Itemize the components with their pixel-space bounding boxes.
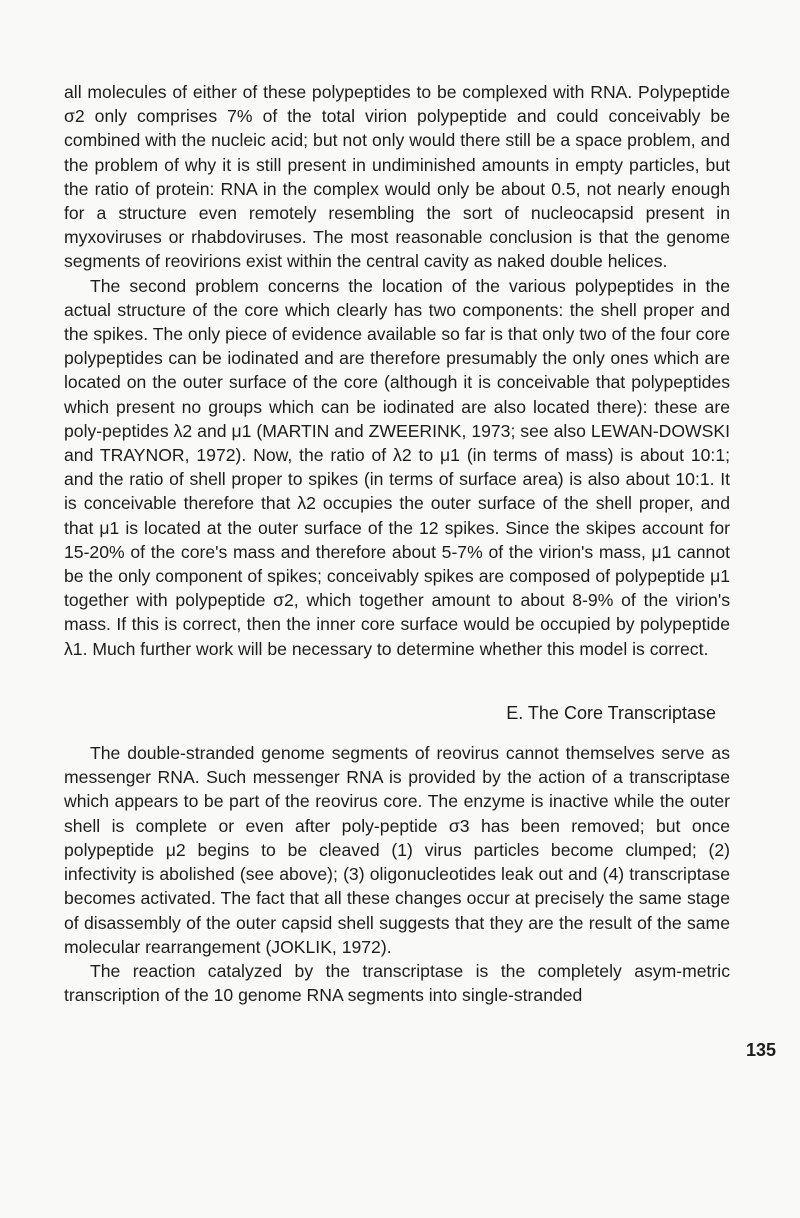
section-heading-label: E. [506, 702, 524, 723]
document-page [64, 80, 730, 1007]
paragraph-3: The double-stranded genome segments of reovirus cannot themselves serve as messenger RNA. Such messenger RNA is provided by the action of a transcriptase which appears to be part of the reovirus core. The enzyme is inactive while the outer shell is complete or even after poly-peptide σ3 has been removed; but once polypeptide μ2 begins to be cleaved (1) virus particles become clumped; (2) infectivity is abolished (see above); (3) oligonucleotides leak out and (4) transcriptase becomes activated. The fact that all these changes occur at precisely the same stage of disassembly of the outer capsid shell suggests that they are the result of the same molecular rearrangement (JOKLIK, 1972). [64, 743, 730, 957]
paragraph-2: The second problem concerns the location of the various polypeptides in the actual structure of the core which clearly has two components: the shell proper and the spikes. The only piece of evidence available so far is that only two of the four core polypeptides can be iodinated and are therefore presumably the only ones which are located on the outer surface of the core (although it is conceivable that polypeptides which present no groups which can be iodinated are also located there): these are poly-peptides λ2 and μ1 (MARTIN and ZWEERINK, 1973; see also LEWAN-DOWSKI and TRAYNOR, 1972). Now, the ratio of λ2 to μ1 (in terms of mass) is about 10:1; and the ratio of shell proper to spikes (in terms of surface area) is also about 10:1. It is conceivable therefore that λ2 occupies the outer surface of the shell proper, and that μ1 is located at the outer surface of the 12 spikes. Since the skipes account for 15-20% of the core's mass and therefore about 5-7% of the virion's mass, μ1 cannot be the only component of spikes; conceivably spikes are composed of polypeptide μ1 together with polypeptide σ2, which together amount to about 8-9% of the virion's mass. If this is correct, then the inner core surface would be occupied by polypeptide λ1. Much further work will be necessary to determine whether this model is correct. [64, 275, 730, 659]
paragraph-1: all molecules of either of these polypeptides to be complexed with RNA. Polypeptide σ2 only comprises 7% of the total virion polypeptide and could conceivably be combined with the nucleic acid; but not only would there still be a space problem, and the problem of why it is still present in undiminished amounts in empty particles, but the ratio of protein: RNA in the complex would only be about 0.5, not nearly enough for a structure even remotely resembling the sort of nucleocapsid present in myxoviruses or rhabdoviruses. The most reasonable conclusion is that the genome segments of reovirions exist within the central cavity as naked double helices. [64, 82, 730, 272]
section-heading-title: The Core Transcriptase [527, 702, 716, 723]
section-heading [64, 701, 730, 725]
paragraph-4: The reaction catalyzed by the transcriptase is the completely asym-metric transcription of the 10 genome RNA segments into single-stranded [64, 960, 730, 1006]
page-number: 135 [746, 1040, 777, 1060]
